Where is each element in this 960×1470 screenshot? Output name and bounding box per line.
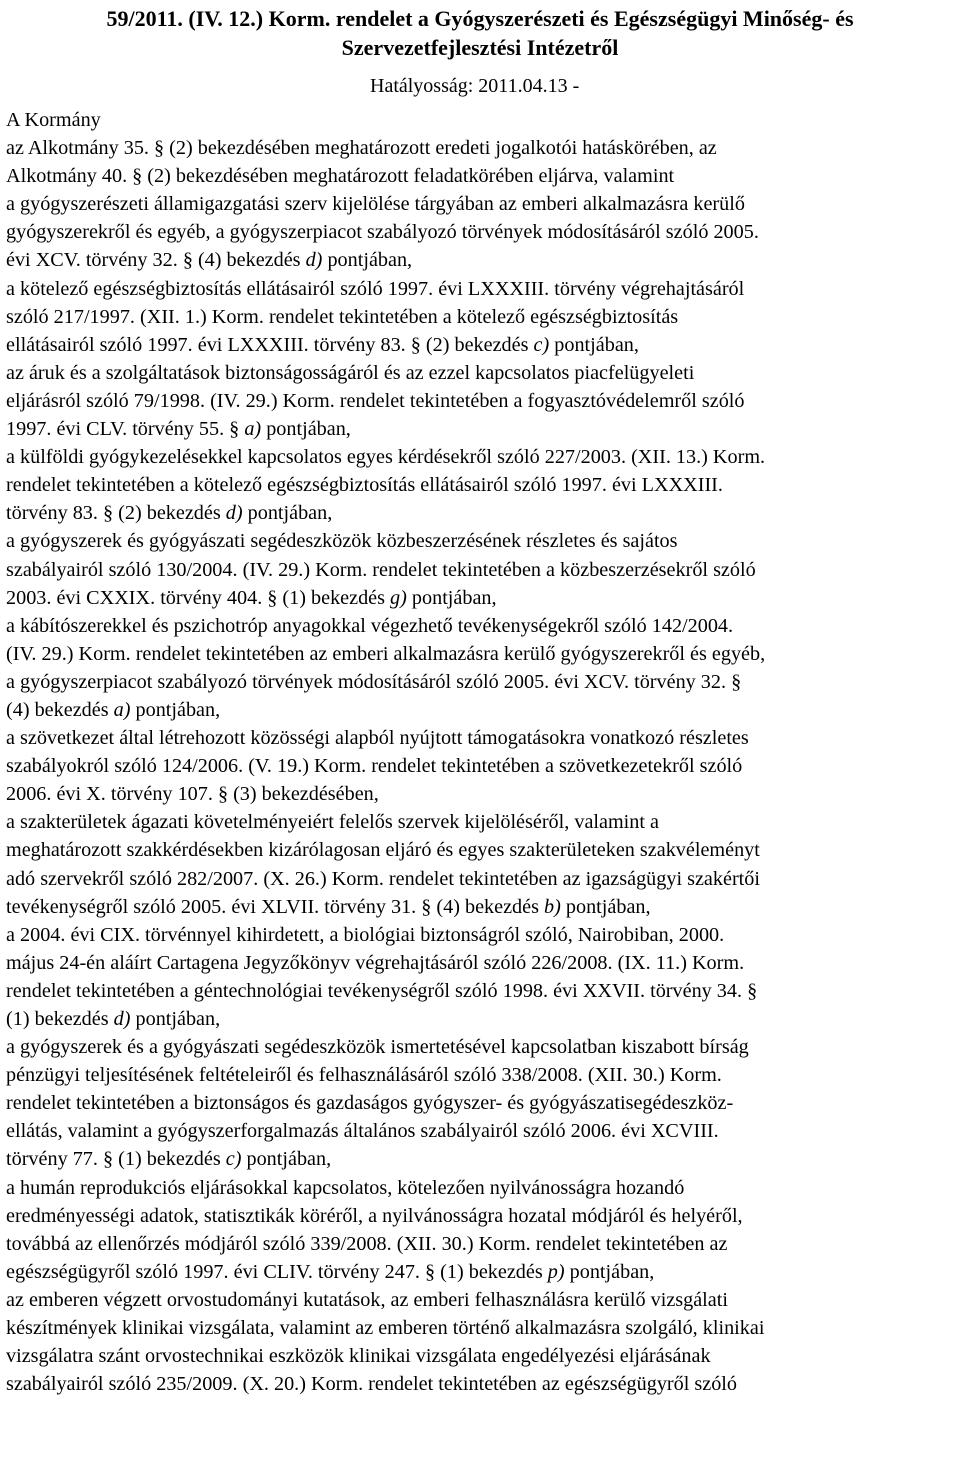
line-text: a kötelező egészségbiztosítás ellátásairól szóló 1997. évi LXXXIII. törvény végrehajtásáról bbox=[6, 277, 745, 300]
line-text: Alkotmány 40. § (2) bekezdésében meghatározott feladatkörében eljárva, valamint bbox=[6, 165, 675, 188]
text-line bbox=[6, 1174, 954, 1202]
text-line bbox=[6, 640, 954, 668]
text-line bbox=[6, 1033, 954, 1061]
line-text: meghatározott szakkérdésekben kizárólagosan eljáró és egyes szakterületeken szakvéleményt bbox=[6, 839, 760, 862]
text-line bbox=[6, 696, 954, 724]
line-text: szabályairól szóló 235/2009. (X. 20.) Korm. rendelet tekintetében az egészségügyről szóló bbox=[6, 1373, 738, 1396]
line-text: az emberen végzett orvostudományi kutatások, az emberi felhasználásra kerülő vizsgálati bbox=[6, 1288, 728, 1311]
line-text: a kábítószerekkel és pszichotróp anyagokkal végezhető tevékenységekről szóló 142/2004. bbox=[6, 614, 734, 637]
text-line bbox=[6, 1061, 954, 1089]
point-reference: d) bbox=[113, 1008, 131, 1030]
line-text: eredményességi adatok, statisztikák köréről, a nyilvánosságra hozatal módjáról és helyéről, bbox=[6, 1204, 743, 1227]
line-text: az áruk és a szolgáltatások biztonságosságáról és az ezzel kapcsolatos piacfelügyeleti bbox=[6, 361, 695, 384]
text-line bbox=[6, 1005, 954, 1033]
text-line bbox=[6, 331, 954, 359]
text-line bbox=[6, 1089, 954, 1117]
preamble-text bbox=[6, 106, 954, 1398]
point-reference: a) bbox=[113, 698, 131, 721]
line-text: pénzügyi teljesítésének feltételeiről és felhasználásáról szóló 338/2008. (XII. 30.) Korm. bbox=[6, 1064, 722, 1087]
text-line bbox=[6, 1286, 954, 1314]
line-text-suffix: pontjában, bbox=[242, 502, 333, 525]
point-reference: c) bbox=[225, 1148, 242, 1171]
line-text: évi XCV. törvény 32. § (4) bekezdés bbox=[6, 249, 306, 272]
text-line bbox=[6, 808, 954, 836]
point-reference: p) bbox=[547, 1260, 565, 1283]
line-text: (4) bekezdés bbox=[6, 698, 114, 721]
text-line bbox=[6, 780, 954, 808]
text-line bbox=[6, 415, 954, 443]
point-reference: a) bbox=[244, 418, 262, 441]
text-line bbox=[6, 612, 954, 640]
line-text: vizsgálatra szánt orvostechnikai eszközök klinikai vizsgálata engedélyezési eljárásának bbox=[6, 1345, 711, 1368]
line-text-suffix: pontjában, bbox=[130, 698, 221, 721]
line-text: szóló 217/1997. (XII. 1.) Korm. rendelet tekintetében a kötelező egészségbiztosítás bbox=[6, 305, 679, 328]
line-text: törvény 77. § (1) bekezdés bbox=[6, 1148, 226, 1171]
line-text: a szövetkezet által létrehozott közösségi alapból nyújtott támogatásokra vonatkozó részletes bbox=[6, 727, 749, 750]
text-line bbox=[6, 134, 954, 162]
text-line bbox=[6, 1314, 954, 1342]
line-text: rendelet tekintetében a biztonságos és gazdaságos gyógyszer- és gyógyászatisegédeszköz- bbox=[6, 1092, 734, 1115]
document-title bbox=[6, 4, 954, 62]
line-text: (1) bekezdés bbox=[6, 1008, 114, 1030]
text-line bbox=[6, 1145, 954, 1173]
document-page bbox=[6, 0, 954, 1398]
text-line bbox=[6, 190, 954, 218]
line-text: szabályokról szóló 124/2006. (V. 19.) Korm. rendelet tekintetében a szövetkezetekről szóló bbox=[6, 755, 743, 778]
text-line bbox=[6, 303, 954, 331]
line-text: készítmények klinikai vizsgálata, valamint az emberen történő alkalmazásra szolgáló, klinikai bbox=[6, 1317, 765, 1340]
line-text: május 24-én aláírt Cartagena Jegyzőkönyv végrehajtásáról szóló 226/2008. (IX. 11.) Korm. bbox=[6, 951, 745, 974]
text-line bbox=[6, 584, 954, 612]
text-line bbox=[6, 977, 954, 1005]
text-line bbox=[6, 106, 954, 134]
text-line bbox=[6, 1342, 954, 1370]
text-line bbox=[6, 1202, 954, 1230]
line-text: az Alkotmány 35. § (2) bekezdésében meghatározott eredeti jogalkotói hatáskörében, az bbox=[6, 137, 717, 160]
line-text-suffix: pontjában, bbox=[560, 895, 651, 918]
title-line-1: 59/2011. (IV. 12.) Korm. rendelet a Gyógyszerészeti és Egészségügyi Minőség- és bbox=[106, 6, 854, 31]
text-line bbox=[6, 1230, 954, 1258]
text-line bbox=[6, 471, 954, 499]
text-line bbox=[6, 893, 954, 921]
line-text: ellátás, valamint a gyógyszerforgalmazás általános szabályairól szóló 2006. évi XCVIII. bbox=[6, 1120, 719, 1143]
line-text-suffix: pontjában, bbox=[564, 1260, 655, 1283]
line-text: a gyógyszerek és gyógyászati segédeszközök közbeszerzésének részletes és sajátos bbox=[6, 530, 678, 553]
text-line bbox=[6, 556, 954, 584]
line-text: tevékenységről szóló 2005. évi XLVII. törvény 31. § (4) bekezdés bbox=[6, 895, 545, 918]
line-text: adó szervekről szóló 282/2007. (X. 26.) Korm. rendelet tekintetében az igazságügyi szakértői bbox=[6, 867, 760, 890]
text-line bbox=[6, 246, 954, 274]
line-text: a külföldi gyógykezelésekkel kapcsolatos egyes kérdésekről szóló 227/2003. (XII. 13.) Korm. bbox=[6, 446, 766, 469]
text-line bbox=[6, 359, 954, 387]
point-reference: c) bbox=[533, 333, 550, 356]
point-reference: g) bbox=[390, 586, 407, 609]
line-text: a gyógyszerpiacot szabályozó törvények módosításáról szóló 2005. évi XCV. törvény 32. § bbox=[6, 670, 742, 693]
line-text-suffix: pontjában, bbox=[261, 418, 351, 441]
text-line bbox=[6, 1117, 954, 1145]
text-line bbox=[6, 527, 954, 555]
point-reference: d) bbox=[225, 502, 243, 525]
line-text-suffix: pontjában, bbox=[406, 586, 497, 609]
line-text: a humán reprodukciós eljárásokkal kapcsolatos, kötelezően nyilvánosságra hozandó bbox=[6, 1176, 685, 1199]
line-text: a 2004. évi CIX. törvénnyel kihirdetett, a biológiai biztonságról szóló, Nairobiban, 2000. bbox=[6, 923, 725, 946]
text-line bbox=[6, 387, 954, 415]
line-text: a gyógyszerek és a gyógyászati segédeszközök ismertetésével kapcsolatban kiszabott bírság bbox=[6, 1036, 749, 1059]
text-line bbox=[6, 752, 954, 780]
line-text: rendelet tekintetében a kötelező egészségbiztosítás ellátásairól szóló 1997. évi LXXXIII. bbox=[6, 474, 723, 497]
line-text: eljárásról szóló 79/1998. (IV. 29.) Korm. rendelet tekintetében a fogyasztóvédelemről szóló bbox=[6, 389, 745, 412]
line-text: törvény 83. § (2) bekezdés bbox=[6, 502, 226, 525]
text-line bbox=[6, 443, 954, 471]
line-text: szabályairól szóló 130/2004. (IV. 29.) Korm. rendelet tekintetében a közbeszerzésekről szóló bbox=[6, 558, 756, 581]
line-text: rendelet tekintetében a géntechnológiai tevékenységről szóló 1998. évi XXVII. törvény 34. § bbox=[6, 979, 758, 1002]
title-line-2: Szervezetfejlesztési Intézetről bbox=[341, 35, 619, 60]
text-line bbox=[6, 865, 954, 893]
text-line bbox=[6, 1370, 954, 1398]
line-text: 2003. évi CXXIX. törvény 404. § (1) bekezdés bbox=[6, 586, 391, 609]
text-line bbox=[6, 1258, 954, 1286]
text-line bbox=[6, 724, 954, 752]
text-line bbox=[6, 949, 954, 977]
line-text-suffix: pontjában, bbox=[549, 333, 639, 356]
text-line bbox=[6, 218, 954, 246]
text-line bbox=[6, 836, 954, 864]
text-line bbox=[6, 499, 954, 527]
line-text-suffix: pontjában, bbox=[322, 249, 413, 272]
line-text: továbbá az ellenőrzés módjáról szóló 339/2008. (XII. 30.) Korm. rendelet tekintetében az bbox=[6, 1232, 728, 1255]
line-text: 2006. évi X. törvény 107. § (3) bekezdésében, bbox=[6, 783, 379, 806]
line-text: a gyógyszerészeti államigazgatási szerv kijelölése tárgyában az emberi alkalmazásra kerülő bbox=[6, 193, 745, 216]
line-text: ellátásairól szóló 1997. évi LXXXIII. törvény 83. § (2) bekezdés bbox=[6, 333, 534, 356]
text-line bbox=[6, 162, 954, 190]
text-line bbox=[6, 275, 954, 303]
line-text-suffix: pontjában, bbox=[241, 1148, 332, 1171]
line-text: gyógyszerekről és egyéb, a gyógyszerpiacot szabályozó törvények módosításáról szóló 2005. bbox=[6, 221, 759, 244]
validity-date: Hatályosság: 2011.04.13 - bbox=[370, 75, 580, 97]
line-text: a szakterületek ágazati követelményeiért felelős szervek kijelöléséről, valamint a bbox=[6, 811, 659, 834]
text-line bbox=[6, 921, 954, 949]
point-reference: b) bbox=[544, 895, 561, 918]
line-text: A Kormány bbox=[6, 109, 101, 131]
line-text: egészségügyről szóló 1997. évi CLIV. törvény 247. § (1) bekezdés bbox=[6, 1260, 548, 1283]
line-text: (IV. 29.) Korm. rendelet tekintetében az emberi alkalmazásra kerülő gyógyszerekről és egyéb, bbox=[6, 642, 766, 665]
line-text: 1997. évi CLV. törvény 55. § bbox=[6, 418, 245, 441]
text-line bbox=[6, 668, 954, 696]
point-reference: d) bbox=[305, 249, 323, 272]
line-text-suffix: pontjában, bbox=[130, 1008, 221, 1030]
